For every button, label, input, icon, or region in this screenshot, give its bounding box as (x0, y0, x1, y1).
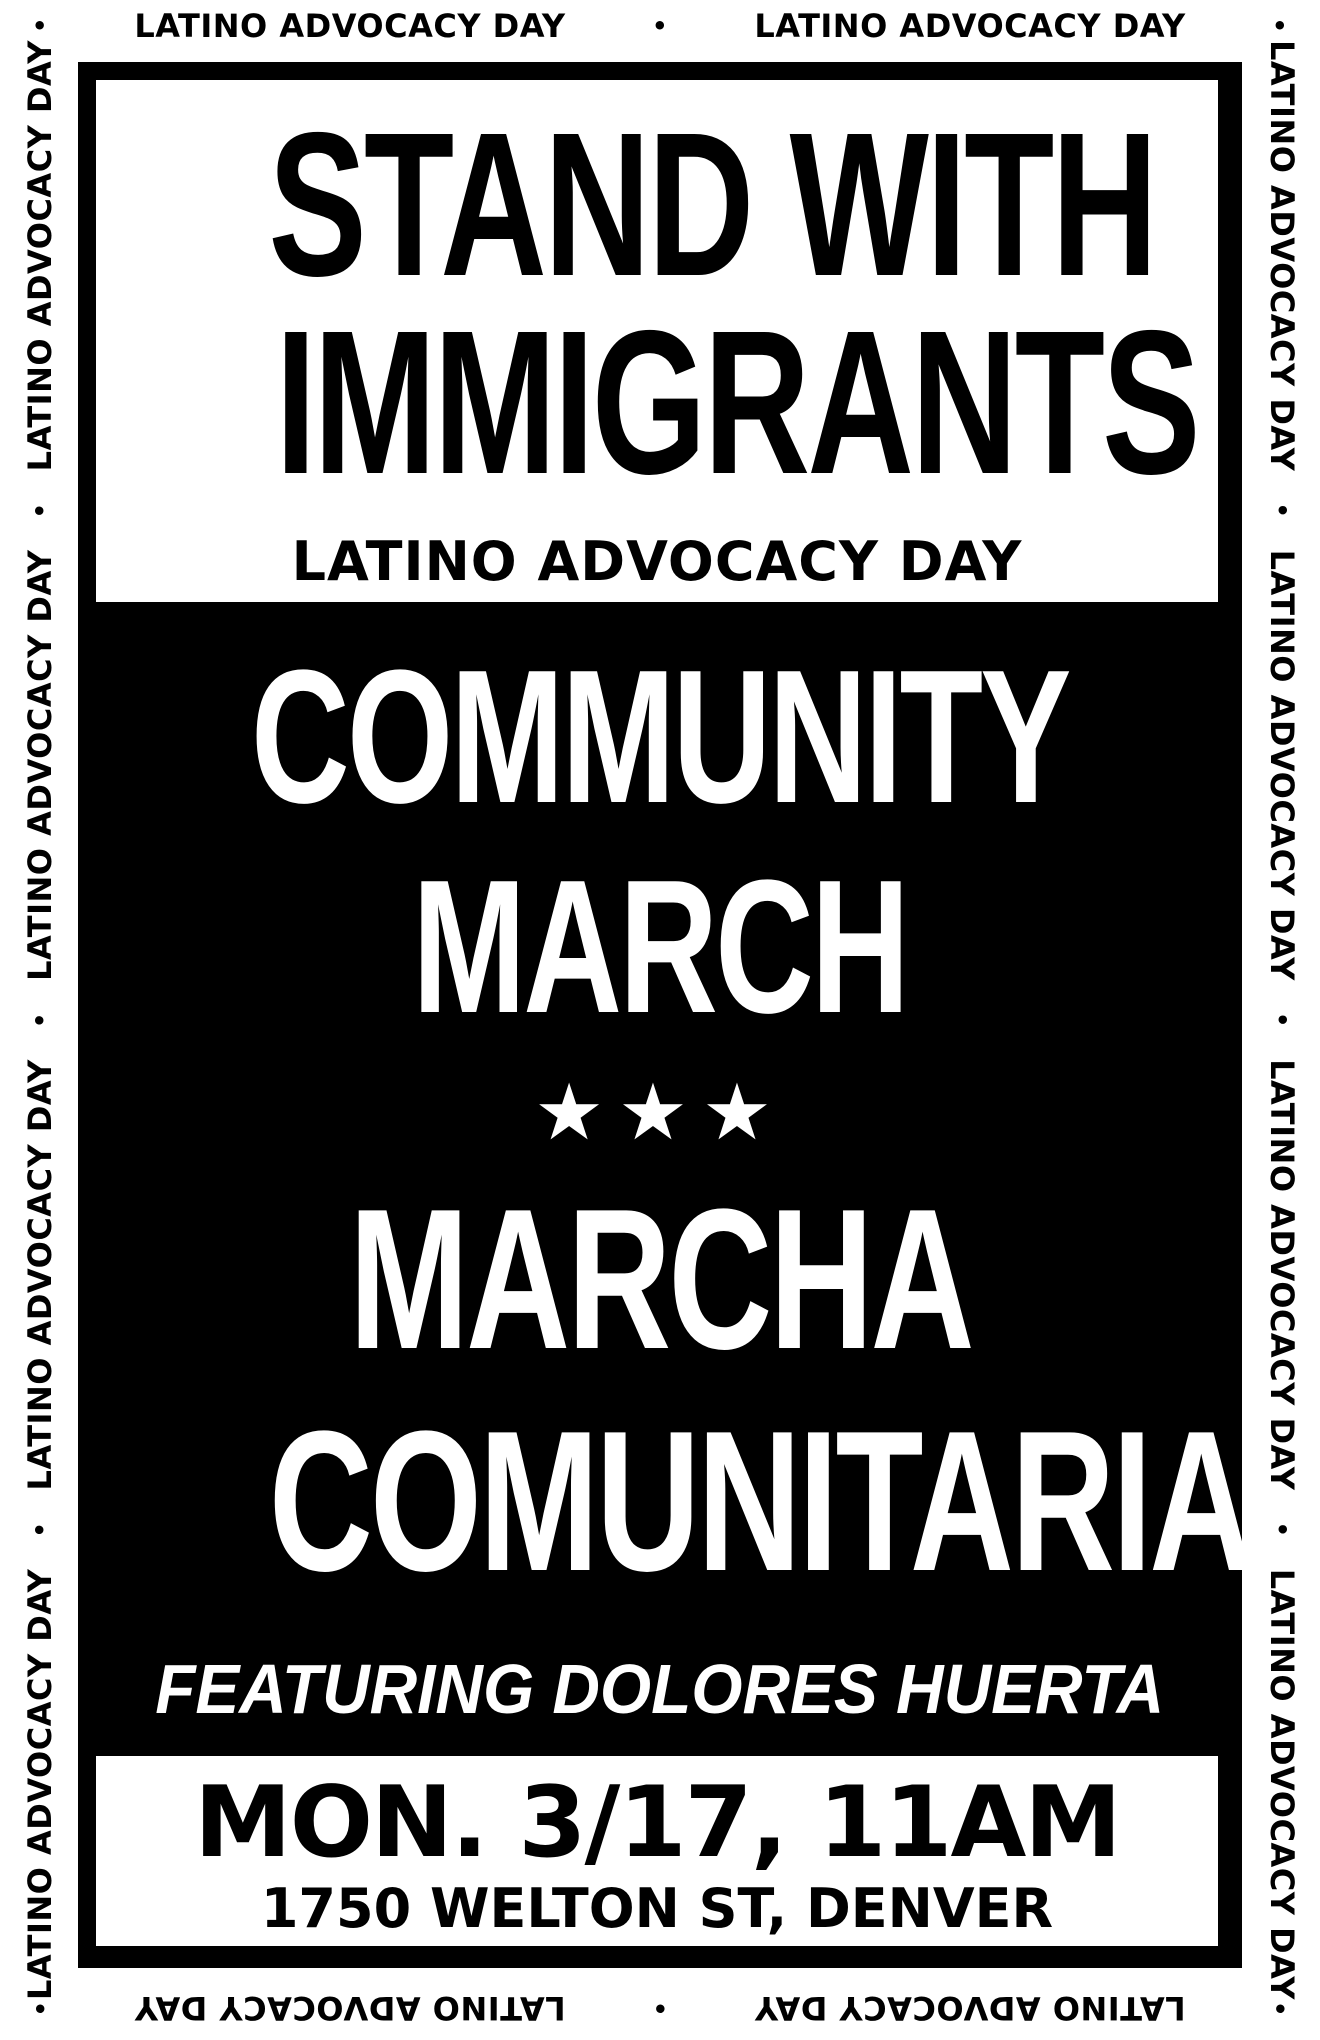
three-stars-icon: ★★★ (534, 1068, 786, 1158)
border-bottom (22, 1989, 1298, 2027)
border-text-item: LATINO ADVOCACY DAY (754, 1989, 1186, 2027)
march-line (78, 841, 1242, 1053)
headline-line-2 (96, 288, 1218, 517)
headline-line-1 (96, 90, 1218, 319)
border-right (1263, 40, 1301, 2000)
border-bullet: • (32, 1994, 48, 2022)
headline-subtitle: LATINO ADVOCACY DAY (291, 530, 1023, 593)
border-bullet: • (1268, 1012, 1296, 1028)
border-bullet: • (1272, 12, 1288, 40)
marcha-line (78, 1168, 1242, 1391)
border-bullet: • (26, 1521, 54, 1538)
comunitaria-line (78, 1390, 1251, 1613)
border-left (21, 40, 59, 2000)
community-text: COMMUNITY (251, 631, 1069, 843)
featuring-line (78, 1650, 1242, 1728)
border-text-item: LATINO ADVOCACY DAY (21, 549, 59, 981)
headline-line-2-text: IMMIGRANTS (275, 288, 1198, 517)
border-bullet: • (1268, 1521, 1296, 1538)
border-bullet: • (1272, 1994, 1288, 2022)
border-text-item: LATINO ADVOCACY DAY (21, 40, 59, 472)
border-bullet: • (652, 12, 668, 40)
marcha-text: MARCHA (348, 1168, 972, 1391)
border-text-item: LATINO ADVOCACY DAY (1263, 1059, 1301, 1491)
event-address: 1750 WELTON ST, DENVER (260, 1877, 1054, 1940)
community-line (78, 631, 1242, 843)
event-details-box (92, 1752, 1222, 1950)
headline-box (92, 76, 1222, 606)
comunitaria-text: COMUNITARIA (268, 1390, 1251, 1613)
border-bullet: • (652, 1994, 668, 2022)
border-text-item: LATINO ADVOCACY DAY (21, 1568, 59, 2000)
headline-line-1-text: STAND WITH (268, 90, 1156, 319)
border-bullet: • (1268, 502, 1296, 519)
border-text-item: LATINO ADVOCACY DAY (754, 7, 1186, 45)
march-text: MARCH (412, 841, 908, 1053)
event-date-time: MON. 3/17, 11AM (194, 1766, 1120, 1880)
border-text-item: LATINO ADVOCACY DAY (134, 7, 566, 45)
poster-panel (78, 62, 1251, 1968)
featuring-text: FEATURING DOLORES HUERTA (155, 1650, 1165, 1728)
border-bullet: • (26, 1012, 54, 1028)
border-text-item: LATINO ADVOCACY DAY (1263, 549, 1301, 981)
border-top (22, 7, 1298, 45)
border-text-item: LATINO ADVOCACY DAY (134, 1989, 566, 2027)
border-text-item: LATINO ADVOCACY DAY (21, 1059, 59, 1491)
border-bullet: • (32, 12, 48, 40)
border-bullet: • (26, 502, 54, 519)
border-text-item: LATINO ADVOCACY DAY (1263, 1568, 1301, 2000)
border-text-item: LATINO ADVOCACY DAY (1263, 40, 1301, 472)
